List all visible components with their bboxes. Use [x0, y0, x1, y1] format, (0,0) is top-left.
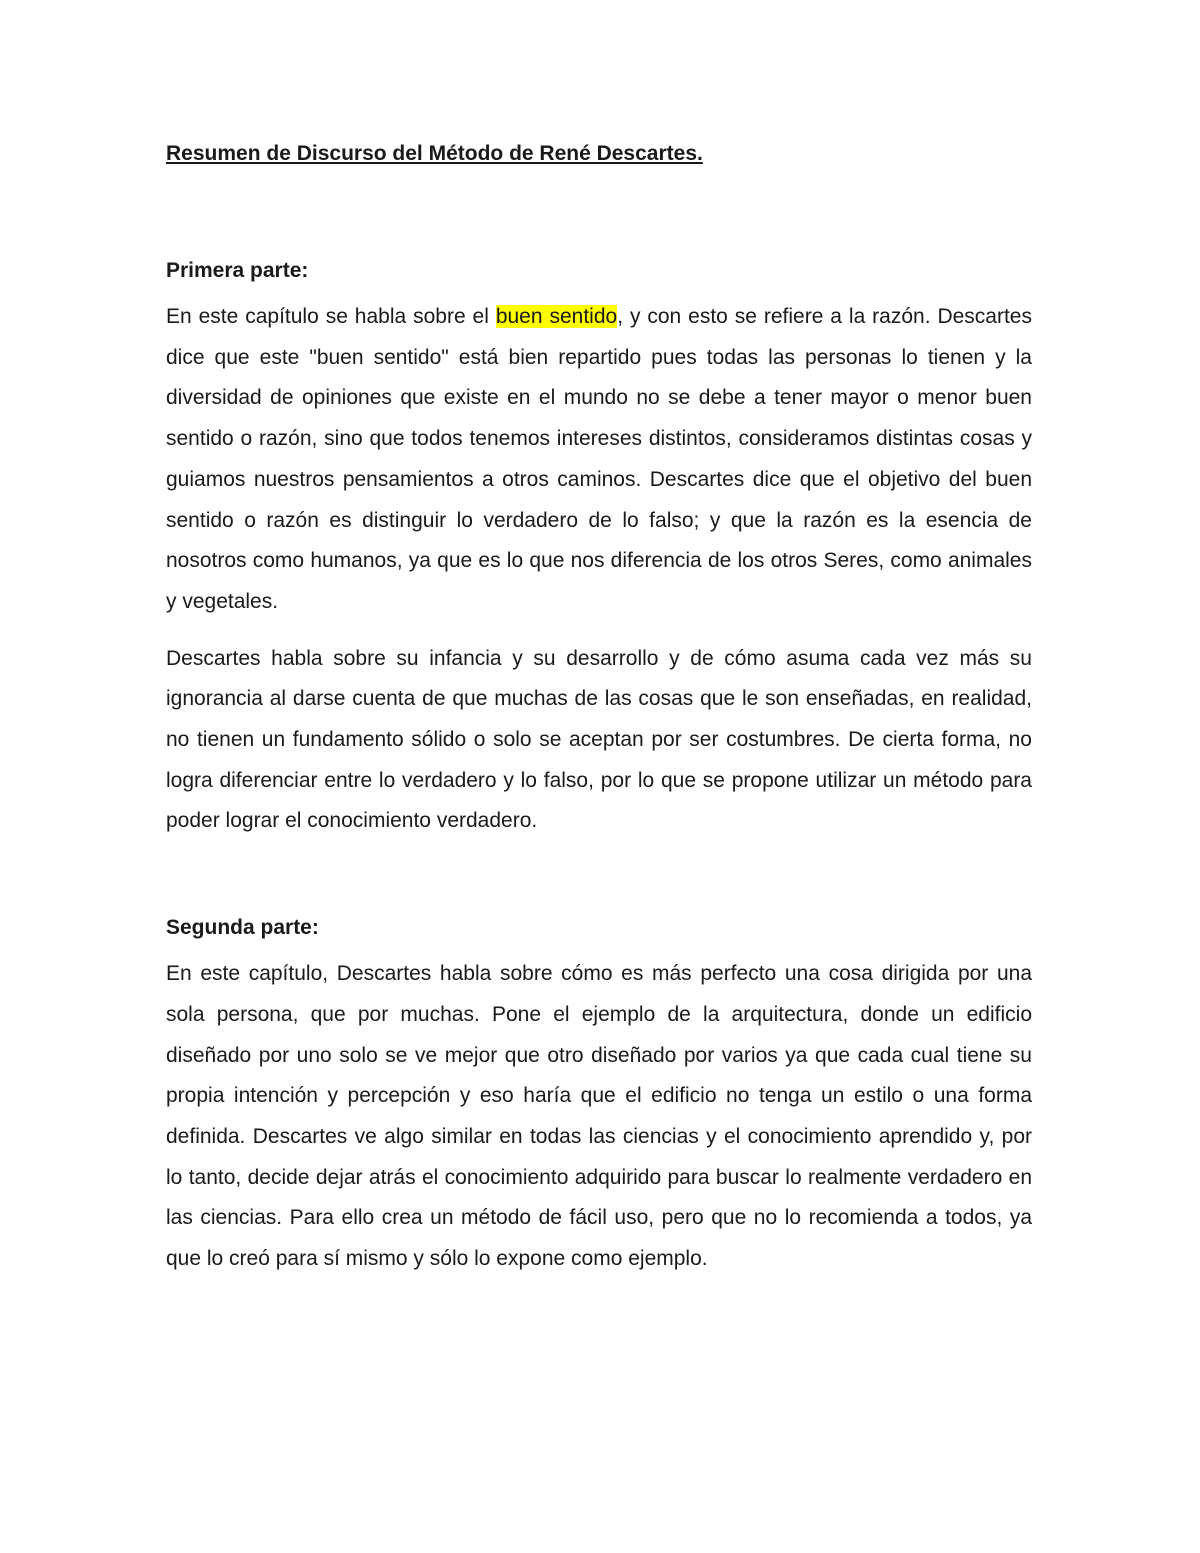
spacer — [166, 842, 1032, 912]
section-heading: Segunda parte: — [166, 916, 319, 940]
document-body — [166, 138, 1032, 1280]
paragraph: Descartes habla sobre su infancia y su desarrollo y de cómo asuma cada vez más su ignorancia al darse cuenta de que muchas de las cosas que le son enseñadas, en realidad, no tienen un fundamento sólido o solo se aceptan por ser costumbres. De cierta forma, no logra diferenciar entre lo verdadero y lo falso, por lo que se propone utilizar un método para poder lograr el conocimiento verdadero. — [166, 646, 1032, 833]
paragraph-text: , y con esto se refiere a la razón. Descartes dice que este "buen sentido" está bien repartido pues todas las personas lo tienen y la diversidad de opiniones que existe en el mundo no se debe a tener mayor o menor buen sentido o razón, sino que todos tenemos intereses distintos, consideramos distintas cosas y guiamos nuestros pensamientos a otros caminos. Descartes dice que el objetivo del buen sentido o razón es distinguir lo verdadero de lo falso; y que la razón es la esencia de nosotros como humanos, ya que es lo que nos diferencia de los otros Seres, como animales y vegetales. — [166, 305, 1032, 613]
paragraph-text: En este capítulo se habla sobre el — [166, 305, 496, 328]
section-primera-parte — [166, 255, 1032, 842]
spacer — [166, 623, 1032, 639]
section-heading: Primera parte: — [166, 259, 309, 282]
spacer — [166, 287, 1032, 297]
section-segunda-parte — [166, 912, 1032, 1280]
paragraph: En este capítulo, Descartes habla sobre cómo es más perfecto una cosa dirigida por una sola persona, que por muchas. Pone el ejemplo de la arquitectura, donde un edificio diseñado por uno solo se ve mejor que otro diseñado por varios ya que cada cual tiene su propia intención y percepción y eso haría que el edificio no tenga un estilo o una forma definida. Descartes ve algo similar en todas las ciencias y el conocimiento aprendido y, por lo tanto, decide dejar atrás el conocimiento adquirido para buscar lo realmente verdadero en las ciencias. Para ello crea un método de fácil uso, pero que no lo recomienda a todos, ya que lo creó para sí mismo y sólo lo expone como ejemplo. — [166, 962, 1032, 1271]
highlighted-text: buen sentido — [495, 305, 618, 328]
spacer — [166, 170, 1032, 255]
paragraph — [166, 297, 1032, 623]
spacer — [166, 944, 1032, 954]
document-title: Resumen de Discurso del Método de René Descartes. — [166, 142, 703, 165]
